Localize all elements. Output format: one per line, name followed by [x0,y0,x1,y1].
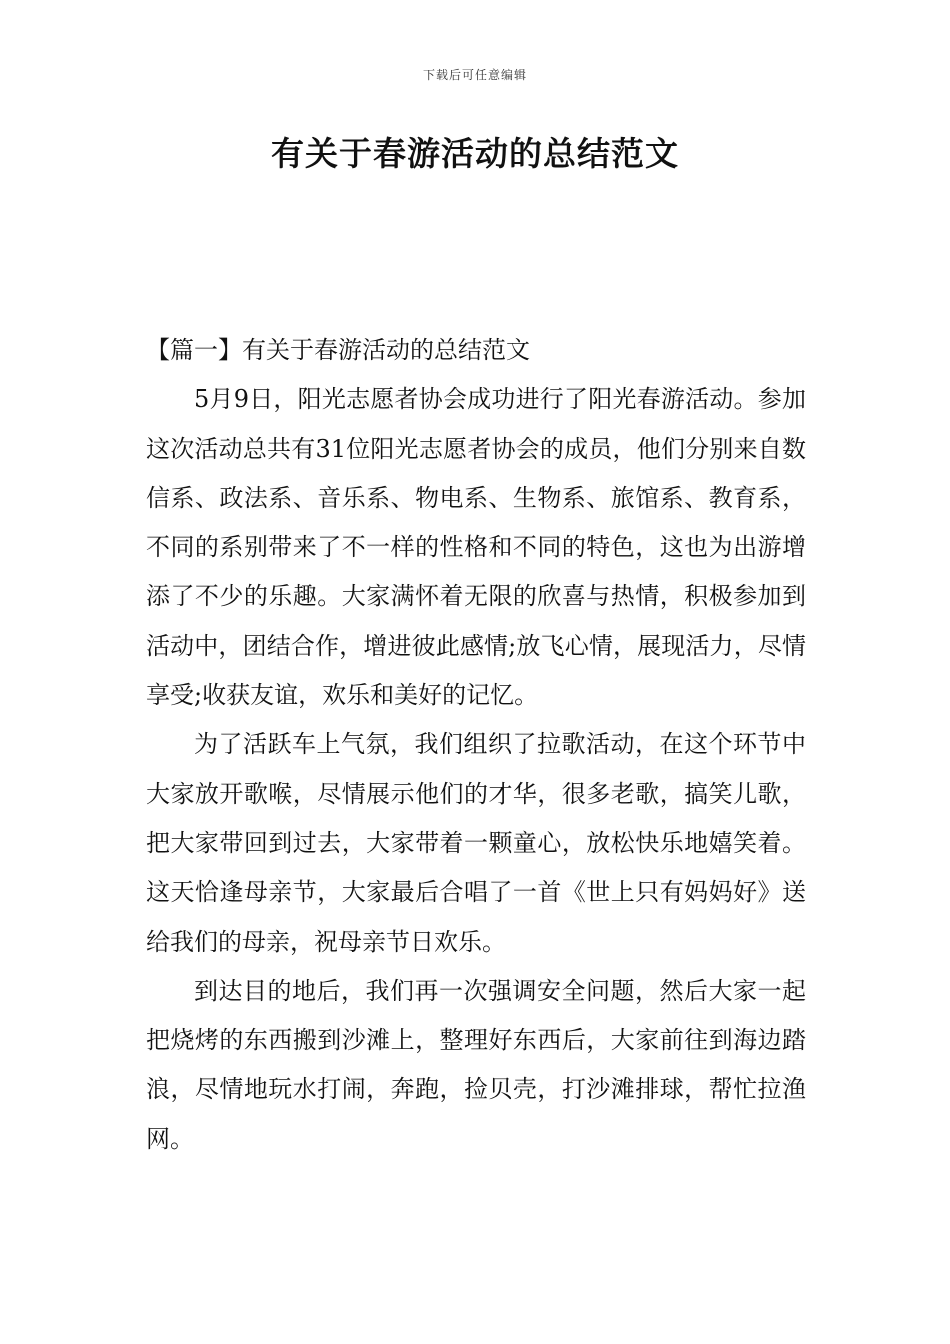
header-note: 下载后可任意编辑 [422,68,527,82]
paragraph-2: 为了活跃车上气氛，我们组织了拉歌活动，在这个环节中大家放开歌喉，尽情展示他们的才华，很多老歌，搞笑儿歌，把大家带回到过去，大家带着一颗童心，放松快乐地嬉笑着。这天恰逢母亲节，大家最后合唱了一首《世上只有妈妈好》送给我们的母亲，祝母亲节日欢乐。 [146,730,806,956]
paragraph-1: 5月9日，阳光志愿者协会成功进行了阳光春游活动。参加这次活动总共有31位阳光志愿者协会的成员，他们分别来自数信系、政法系、音乐系、物电系、生物系、旅馆系、教育系，不同的系别带来了不一样的性格和不同的特色，这也为出游增添了不少的乐趣。大家满怀着无限的欣喜与热情，积极参加到活动中，团结合作，增进彼此感情;放飞心情，展现活力，尽情享受;收获友谊，欢乐和美好的记忆。 [146,385,806,710]
section-heading: 【篇一】有关于春游活动的总结范文 [146,336,530,364]
document-body [146,326,806,1164]
document-title: 有关于春游活动的总结范文 [271,134,679,173]
paragraph-3: 到达目的地后，我们再一次强调安全问题，然后大家一起把烧烤的东西搬到沙滩上，整理好东西后，大家前往到海边踏浪，尽情地玩水打闹，奔跑，捡贝壳，打沙滩排球，帮忙拉渔网。 [146,976,806,1153]
